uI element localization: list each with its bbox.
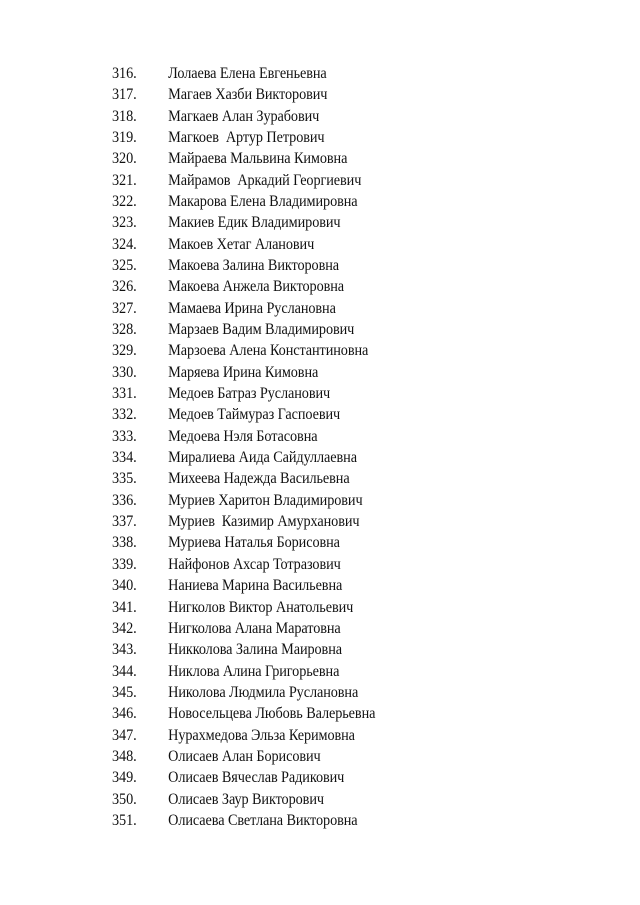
entry-name: Макарова Елена Владимировна: [168, 192, 358, 210]
entry-name: Михеева Надежда Васильевна: [168, 470, 350, 488]
entry-name: Медоев Таймураз Гаспоевич: [168, 406, 341, 424]
entry-number: 332.: [112, 406, 137, 424]
entry-name: Майрамов Аркадий Георгиевич: [168, 171, 362, 189]
list-item: [112, 597, 375, 618]
list-item: [112, 575, 375, 596]
entry-number: 351.: [112, 811, 137, 829]
entry-name: Муриева Наталья Борисовна: [168, 534, 340, 552]
entry-name: Нурахмедова Эльза Керимовна: [168, 726, 355, 744]
list-item: [112, 127, 375, 148]
entry-number: 317.: [112, 86, 137, 104]
entry-name: Николова Людмила Руслановна: [168, 683, 359, 701]
list-item: [112, 661, 375, 682]
list-item: [112, 426, 375, 447]
entry-number: 347.: [112, 726, 137, 744]
entry-number: 344.: [112, 662, 137, 680]
list-item: [112, 276, 375, 297]
entry-number: 323.: [112, 214, 137, 232]
list-item: [112, 618, 375, 639]
entry-name: Макоев Хетаг Аланович: [168, 235, 315, 253]
entry-name: Мамаева Ирина Руслановна: [168, 299, 336, 317]
entry-number: 330.: [112, 363, 137, 381]
entry-number: 343.: [112, 641, 137, 659]
list-item: [112, 298, 375, 319]
list-item: [112, 362, 375, 383]
list-item: [112, 234, 375, 255]
list-item: [112, 191, 375, 212]
entry-number: 316.: [112, 64, 137, 82]
entry-name: Нигколова Алана Маратовна: [168, 619, 341, 637]
entry-number: 334.: [112, 449, 137, 467]
entry-number: 342.: [112, 619, 137, 637]
list-item: [112, 725, 375, 746]
list-item: [112, 533, 375, 554]
list-item: [112, 469, 375, 490]
entry-number: 349.: [112, 769, 137, 787]
entry-name: Олисаев Алан Борисович: [168, 747, 321, 765]
list-item: [112, 639, 375, 660]
entry-number: 331.: [112, 385, 137, 403]
entry-name: Лолаева Елена Евгеньевна: [168, 64, 327, 82]
list-item: [112, 703, 375, 724]
list-item: [112, 767, 375, 788]
entry-name: Медоев Батраз Русланович: [168, 385, 331, 403]
entry-name: Наниева Марина Васильевна: [168, 577, 343, 595]
entry-name: Миралиева Аида Сайдуллаевна: [168, 449, 357, 467]
entry-number: 346.: [112, 705, 137, 723]
entry-name: Магаев Хазби Викторович: [168, 86, 328, 104]
list-item: [112, 170, 375, 191]
list-item: [112, 746, 375, 767]
entry-number: 321.: [112, 171, 137, 189]
entry-number: 327.: [112, 299, 137, 317]
list-item: [112, 405, 375, 426]
entry-number: 320.: [112, 150, 137, 168]
list-item: [112, 319, 375, 340]
list-item: [112, 789, 375, 810]
list-item: [112, 682, 375, 703]
entry-name: Никколова Залина Маировна: [168, 641, 342, 659]
entry-number: 333.: [112, 427, 137, 445]
entry-number: 324.: [112, 235, 137, 253]
entry-name: Муриев Харитон Владимирович: [168, 491, 363, 509]
entry-number: 341.: [112, 598, 137, 616]
list-item: [112, 212, 375, 233]
entry-name: Муриев Казимир Амурханович: [168, 513, 360, 531]
entry-name: Нигколов Виктор Анатольевич: [168, 598, 354, 616]
entry-number: 345.: [112, 683, 137, 701]
list-item: [112, 63, 375, 84]
name-list: [112, 63, 398, 831]
entry-number: 318.: [112, 107, 137, 125]
entry-name: Олисаев Заур Викторович: [168, 790, 324, 808]
list-item: [112, 810, 375, 831]
entry-number: 338.: [112, 534, 137, 552]
entry-number: 336.: [112, 491, 137, 509]
entry-number: 335.: [112, 470, 137, 488]
list-item: [112, 383, 375, 404]
entry-number: 322.: [112, 192, 137, 210]
entry-number: 319.: [112, 128, 137, 146]
entry-number: 340.: [112, 577, 137, 595]
entry-name: Магкоев Артур Петрович: [168, 128, 325, 146]
entry-name: Медоева Нэля Ботасовна: [168, 427, 318, 445]
list-item: [112, 447, 375, 468]
entry-name: Марзоева Алена Константиновна: [168, 342, 369, 360]
entry-name: Олисаев Вячеслав Радикович: [168, 769, 345, 787]
list-item: [112, 511, 375, 532]
list-item: [112, 340, 375, 361]
entry-number: 326.: [112, 278, 137, 296]
entry-name: Найфонов Ахсар Тотразович: [168, 555, 341, 573]
entry-name: Магкаев Алан Зурабович: [168, 107, 320, 125]
entry-number: 348.: [112, 747, 137, 765]
entry-name: Майраева Мальвина Кимовна: [168, 150, 348, 168]
list-item: [112, 84, 375, 105]
list-item: [112, 490, 375, 511]
entry-name: Макоева Анжела Викторовна: [168, 278, 345, 296]
entry-name: Новосельцева Любовь Валерьевна: [168, 705, 376, 723]
list-item: [112, 255, 375, 276]
list-item: [112, 106, 375, 127]
entry-name: Макиев Едик Владимирович: [168, 214, 341, 232]
entry-number: 337.: [112, 513, 137, 531]
entry-number: 329.: [112, 342, 137, 360]
entry-name: Никлова Алина Григорьевна: [168, 662, 340, 680]
entry-number: 339.: [112, 555, 137, 573]
entry-number: 350.: [112, 790, 137, 808]
entry-name: Марзаев Вадим Владимирович: [168, 321, 355, 339]
entry-name: Олисаева Светлана Викторовна: [168, 811, 358, 829]
entry-number: 325.: [112, 257, 137, 275]
entry-name: Макоева Залина Викторовна: [168, 257, 339, 275]
list-item: [112, 148, 375, 169]
entry-name: Маряева Ирина Кимовна: [168, 363, 319, 381]
entry-number: 328.: [112, 321, 137, 339]
list-item: [112, 554, 375, 575]
